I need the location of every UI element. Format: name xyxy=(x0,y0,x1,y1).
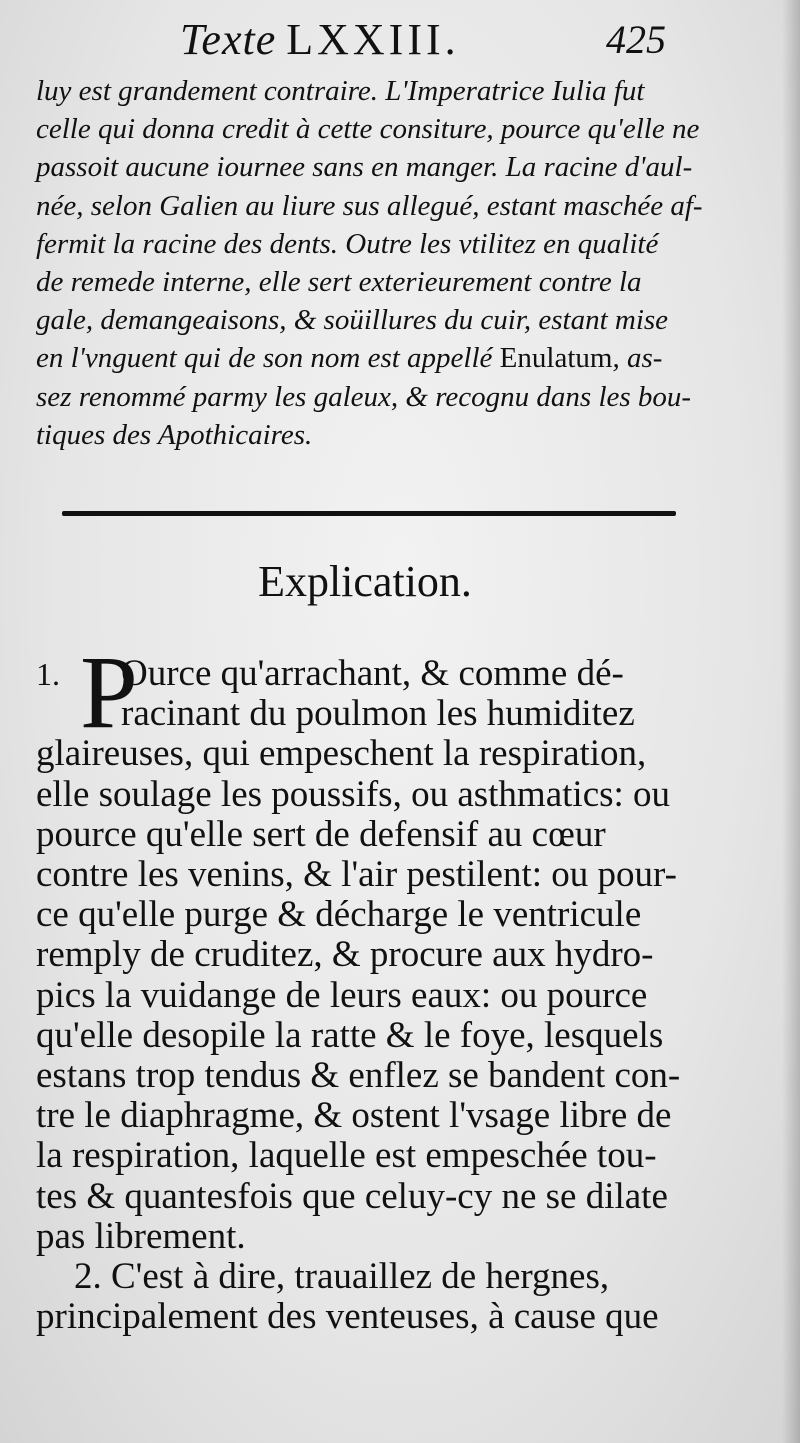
text-line: Ource qu'arrachant, & comme dé- xyxy=(121,653,624,694)
text-line: passoit aucune iournee sans en manger. La racine d'aul- xyxy=(36,151,693,184)
drop-cap: P xyxy=(80,635,138,750)
explication-text xyxy=(36,635,716,1338)
text-line: de remede interne, elle sert exterieurement contre la xyxy=(36,266,642,299)
paragraph-number: 1. xyxy=(36,656,60,692)
text-line: elle soulage les poussifs, ou asthmatics: ou xyxy=(36,773,671,815)
latin-term: Enulatum xyxy=(499,342,613,375)
text-line: principalement des venteuses, à cause que xyxy=(36,1296,659,1338)
header-title: Texte LXXIII. xyxy=(180,15,460,64)
text-line: pics la vuidange de leurs eaux: ou pource xyxy=(36,974,648,1016)
text-line: tiques des Apothicaires. xyxy=(36,418,313,451)
text-line: glaireuses, qui empeschent la respiration, xyxy=(36,733,647,775)
running-header xyxy=(0,14,800,74)
text-line: gale, demangeaisons, & soüillures du cuir, estant mise xyxy=(36,304,669,337)
header-title-number: LXXIII. xyxy=(286,15,460,64)
text-line: tes & quantesfois que celuy-cy ne se dilate xyxy=(36,1175,668,1217)
text-line: qu'elle desopile la ratte & le foye, lesquels xyxy=(36,1014,664,1056)
text-line: ce qu'elle purge & décharge le ventricule xyxy=(36,894,642,936)
section-divider xyxy=(62,511,676,516)
text-line: estans trop tendus & enflez se bandent con- xyxy=(36,1055,681,1097)
text-line: pource qu'elle sert de defensif au cœur xyxy=(36,813,606,855)
text-line: pas librement. xyxy=(36,1215,246,1257)
text-line: fermit la racine des dents. Outre les vtilitez en qualité xyxy=(36,227,659,260)
text-line xyxy=(36,339,696,377)
text-line: la respiration, laquelle est empeschée tou- xyxy=(36,1135,657,1177)
text-line: tre le diaphragme, & ostent l'vsage libre de xyxy=(36,1095,672,1137)
italic-text-block xyxy=(36,72,703,454)
text-line: racinant du poulmon les humiditez xyxy=(121,693,635,735)
page-number: 425 xyxy=(606,17,666,62)
text-segment: , as- xyxy=(612,342,663,375)
text-line: luy est grandement contraire. L'Imperatrice Iulia fut xyxy=(36,75,645,107)
text-line: sez renommé parmy les galeux, & recognu dans les bou- xyxy=(36,380,692,413)
text-line: 2. C'est à dire, trauaillez de hergnes, xyxy=(74,1256,610,1298)
text-line: remply de cruditez, & procure aux hydro- xyxy=(36,934,654,976)
section-heading: Explication. xyxy=(258,557,472,606)
text-line: contre les venins, & l'air pestilent: ou pour- xyxy=(36,854,677,896)
text-segment: en l'vnguent qui de son nom est appellé xyxy=(36,342,500,375)
text-line: celle qui donna credit à cette consiture, pource qu'elle ne xyxy=(36,113,700,146)
text-line: née, selon Galien au liure sus allegué, estant maschée af- xyxy=(36,189,703,222)
